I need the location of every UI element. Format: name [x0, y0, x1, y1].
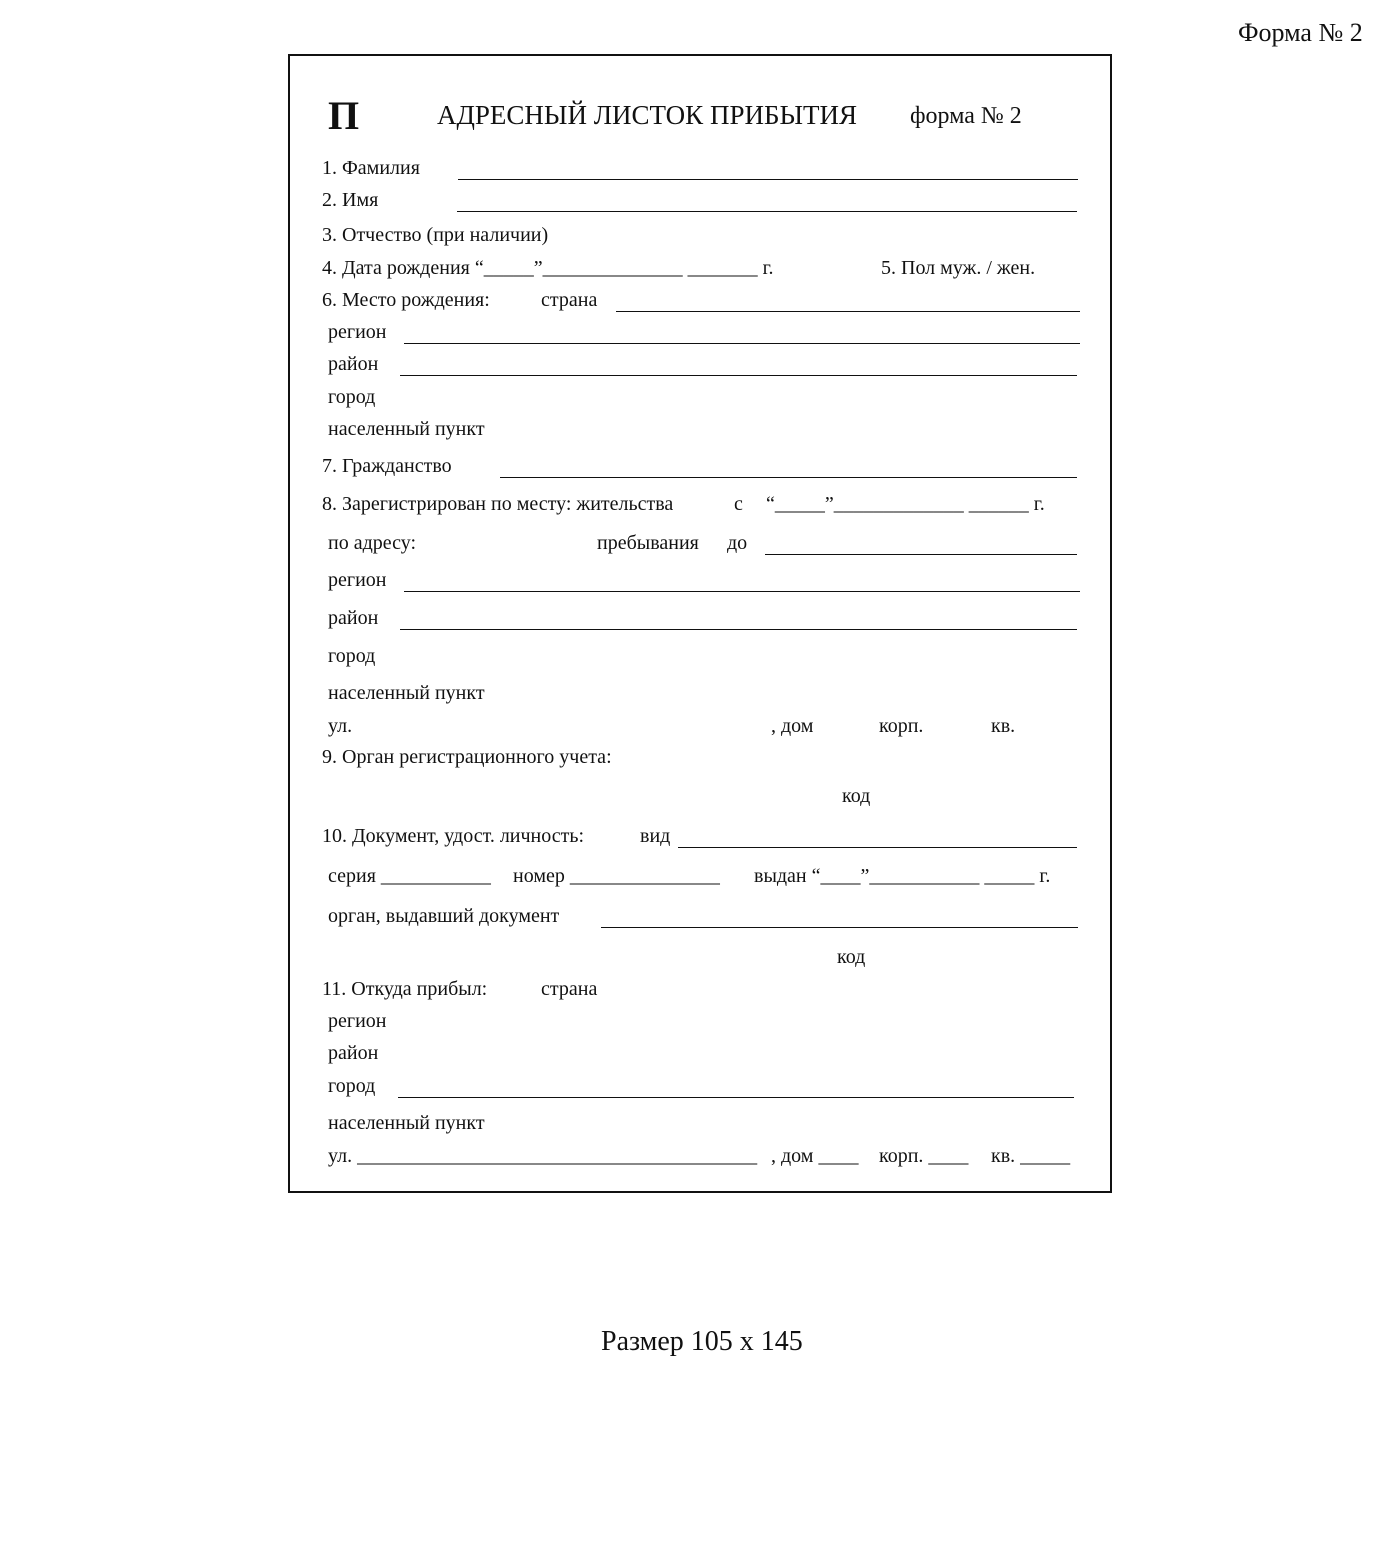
id-issuer-label: орган, выдавший документ — [328, 905, 560, 927]
name-label: 2. Имя — [322, 189, 379, 211]
from-region-label: регион — [328, 1010, 387, 1032]
from-settlement-label: населенный пункт — [328, 1112, 485, 1134]
id-series-label: серия ___________ — [328, 865, 491, 887]
birth-district-label: район — [328, 353, 379, 375]
registration-district-label: район — [328, 607, 379, 629]
surname-field[interactable] — [458, 179, 1078, 180]
from-apartment-label: кв. _____ — [991, 1145, 1071, 1167]
citizenship-field[interactable] — [500, 477, 1077, 478]
registration-district-field[interactable] — [400, 629, 1077, 630]
registration-city-label: город — [328, 645, 376, 667]
registered-to-field[interactable] — [765, 554, 1077, 555]
sex-label: 5. Пол муж. / жен. — [881, 257, 1036, 279]
registered-to-label: до — [727, 532, 748, 554]
registration-apartment-label: кв. — [991, 715, 1016, 737]
registration-building-label: корп. — [879, 715, 924, 737]
size-note: Размер 105 х 145 — [601, 1326, 803, 1357]
birth-city-label: город — [328, 386, 376, 408]
authority-code-label: код — [842, 785, 871, 807]
sheet-form-number: форма № 2 — [910, 103, 1022, 129]
from-city-label: город — [328, 1075, 376, 1097]
birth-date-label: 4. Дата рождения “_____”______________ _______ г. — [322, 257, 774, 279]
birth-region-label: регион — [328, 321, 387, 343]
registration-address-label: по адресу: — [328, 532, 417, 554]
birth-region-field[interactable] — [404, 343, 1080, 344]
id-number-label: номер _______________ — [513, 865, 720, 887]
registered-label: 8. Зарегистрирован по месту: жительства — [322, 493, 674, 515]
from-street-label: ул. ________________________________________ — [328, 1145, 758, 1167]
from-house-label: , дом ____ — [771, 1145, 859, 1167]
id-issuer-code-label: код — [837, 946, 866, 968]
arrived-from-label: 11. Откуда прибыл: — [322, 978, 488, 1000]
from-district-label: район — [328, 1042, 379, 1064]
registration-stay-label: пребывания — [597, 532, 699, 554]
birth-district-field[interactable] — [400, 375, 1077, 376]
birth-country-field[interactable] — [616, 311, 1080, 312]
id-type-field[interactable] — [678, 847, 1077, 848]
registration-street-label: ул. — [328, 715, 353, 737]
from-country-label: страна — [541, 978, 598, 1000]
id-issuer-field[interactable] — [601, 927, 1078, 928]
id-issued-label: выдан “____”___________ _____ г. — [754, 865, 1051, 887]
registration-settlement-label: населенный пункт — [328, 682, 485, 704]
authority-label: 9. Орган регистрационного учета: — [322, 746, 612, 768]
registration-region-field[interactable] — [404, 591, 1080, 592]
registration-house-label: , дом — [771, 715, 814, 737]
from-building-label: корп. ____ — [879, 1145, 969, 1167]
sheet-letter: П — [328, 93, 360, 138]
registered-from-label: с — [734, 493, 743, 515]
registration-region-label: регион — [328, 569, 387, 591]
form-number-label: Форма № 2 — [1238, 18, 1363, 47]
birth-settlement-label: населенный пункт — [328, 418, 485, 440]
citizenship-label: 7. Гражданство — [322, 455, 452, 477]
id-type-label: вид — [640, 825, 671, 847]
from-city-field[interactable] — [398, 1097, 1074, 1098]
name-field[interactable] — [457, 211, 1077, 212]
birth-country-label: страна — [541, 289, 598, 311]
surname-label: 1. Фамилия — [322, 157, 420, 179]
sheet-title: АДРЕСНЫЙ ЛИСТОК ПРИБЫТИЯ — [437, 100, 858, 130]
id-document-label: 10. Документ, удост. личность: — [322, 825, 585, 847]
patronymic-label: 3. Отчество (при наличии) — [322, 224, 549, 246]
birth-place-label: 6. Место рождения: — [322, 289, 490, 311]
registered-from-date: “_____”_____________ ______ г. — [766, 493, 1045, 515]
